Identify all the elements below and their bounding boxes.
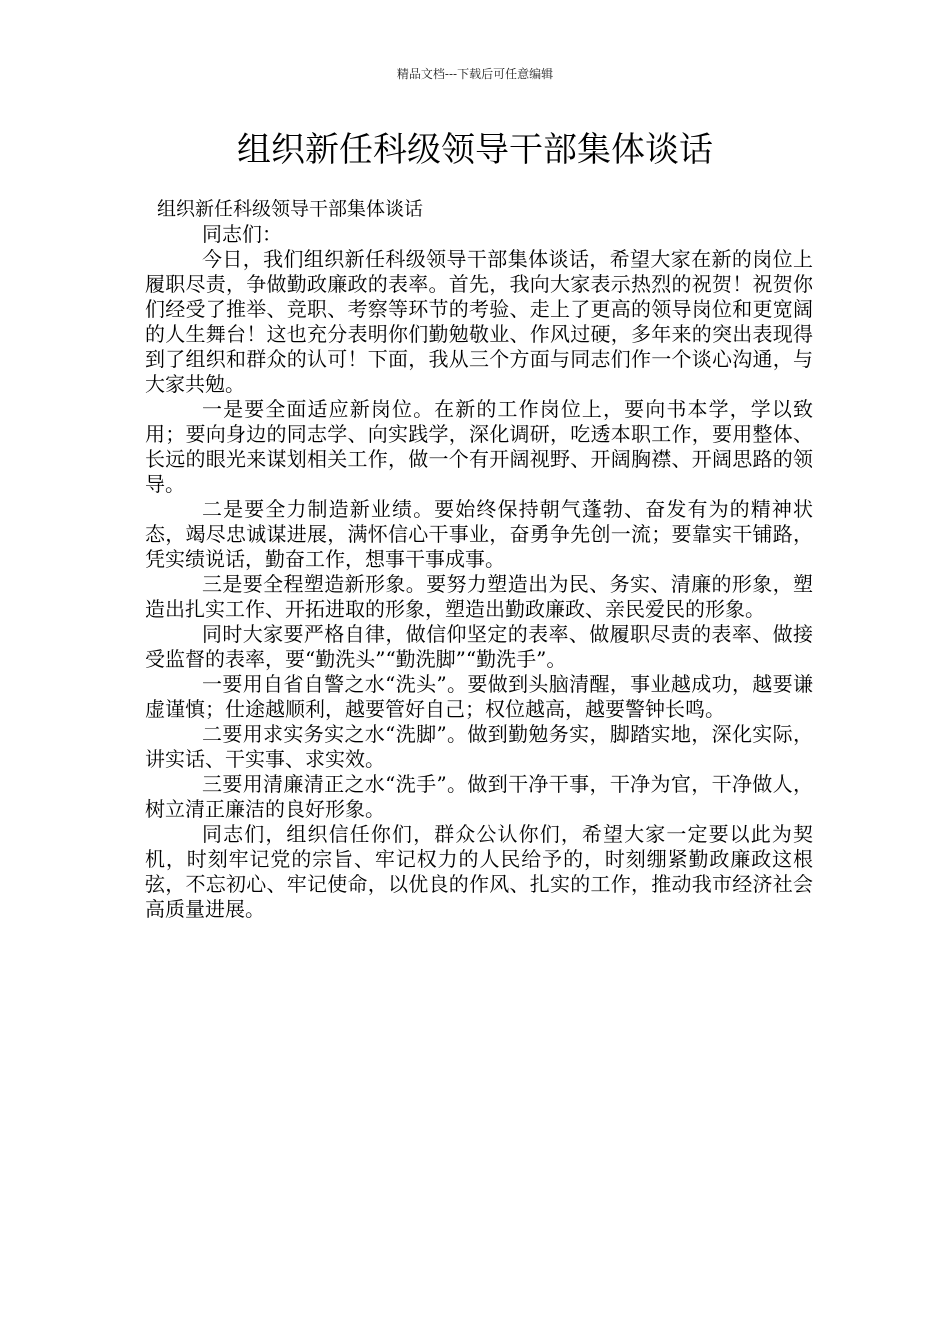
salutation: 同志们：: [202, 222, 282, 246]
page-header-note: 精品文档---下载后可任意编辑: [396, 67, 554, 81]
paragraph-point-three: 三是要全程塑造新形象。要努力塑造出为民、务实、清廉的形象，塑造出扎实工作、开拓进取的形象，塑造出勤政廉政、亲民爱民的形象。: [145, 572, 813, 621]
document-title: 组织新任科级领导干部集体谈话: [237, 130, 713, 170]
paragraph-opening: 今日，我们组织新任科级领导干部集体谈话，希望大家在新的岗位上履职尽责，争做勤政廉政的表率。首先，我向大家表示热烈的祝贺！祝贺你们经受了推举、竞职、考察等环节的考验、走上了更高的领导岗位和更宽阔的人生舞台！这也充分表明你们勤勉敬业、作风过硬，多年来的突出表现得到了组织和群众的认可！下面，我从三个方面与同志们作一个谈心沟通，与大家共勉。: [145, 247, 813, 396]
paragraph-closing: 同志们，组织信任你们，群众公认你们，希望大家一定要以此为契机，时刻牢记党的宗旨、牢记权力的人民给予的，时刻绷紧勤政廉政这根弦，不忘初心、牢记使命，以优良的作风、扎实的工作，推动我市经济社会高质量进展。: [145, 822, 813, 921]
paragraph-point-two: 二是要全力制造新业绩。要始终保持朝气蓬勃、奋发有为的精神状态，竭尽忠诚谋进展，满怀信心干事业，奋勇争先创一流；要靠实干铺路，凭实绩说话，勤奋工作，想事干事成事。: [145, 497, 813, 571]
paragraph-wash-feet: 二要用求实务实之水“洗脚”。做到勤勉务实，脚踏实地，深化实际，讲实话、干实事、求实效。: [145, 722, 813, 771]
paragraph-wash-hands: 三要用清廉清正之水“洗手”。做到干净干事，干净为官，干净做人，树立清正廉洁的良好形象。: [145, 772, 813, 821]
paragraph-wash-head: 一要用自省自警之水“洗头”。要做到头脑清醒，事业越成功，越要谦虚谨慎；仕途越顺利，越要管好自己；权位越高，越要警钟长鸣。: [145, 672, 813, 721]
paragraph-self-discipline: 同时大家要严格自律，做信仰坚定的表率、做履职尽责的表率、做接受监督的表率，要“勤洗头”“勤洗脚”“勤洗手”。: [145, 622, 813, 671]
document-body: [145, 197, 813, 922]
document-subtitle: 组织新任科级领导干部集体谈话: [157, 198, 424, 220]
paragraph-point-one: 一是要全面适应新岗位。在新的工作岗位上，要向书本学，学以致用；要向身边的同志学、向实践学，深化调研，吃透本职工作，要用整体、长远的眼光来谋划相关工作，做一个有开阔视野、开阔胸襟、开阔思路的领导。: [145, 397, 813, 496]
